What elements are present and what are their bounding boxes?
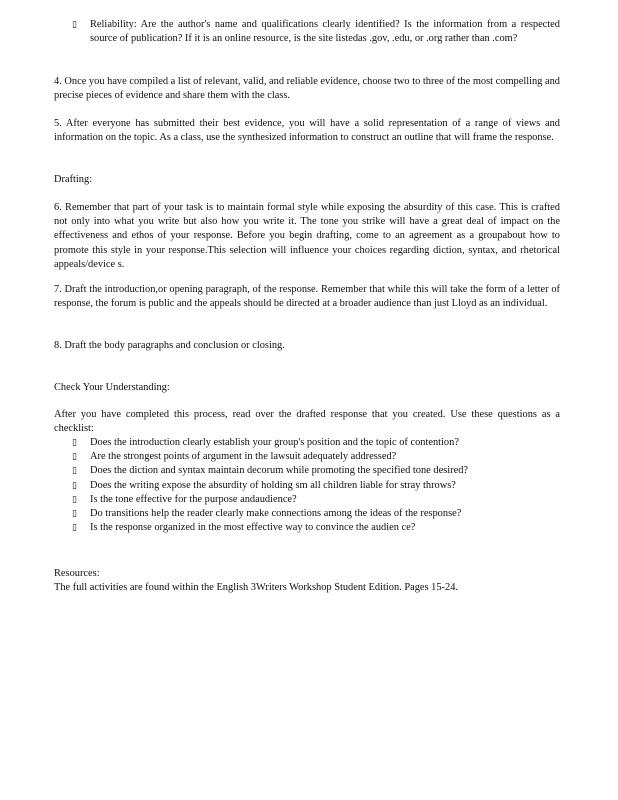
drafting-heading: Drafting: bbox=[54, 174, 93, 185]
reliability-item bbox=[54, 18, 560, 46]
checklist-text: Is the tone effective for the purpose andaudience? bbox=[90, 493, 297, 505]
checklist-text: Does the diction and syntax maintain decorum while promoting the specified tone desired? bbox=[90, 465, 468, 477]
checklist bbox=[54, 436, 560, 535]
step-5-paragraph: 5. After everyone has submitted their best evidence, you will have a solid representation of a range of views and information on the topic. As a class, use the synthesized information to construct an outline that will frame the response. bbox=[54, 118, 560, 144]
checklist-text: Does the introduction clearly establish your group's position and the topic of contention? bbox=[90, 437, 459, 448]
checklist-item bbox=[54, 493, 560, 507]
check-intro-paragraph: After you have completed this process, read over the drafted response that you created. Use these questions as a checklist: bbox=[54, 409, 560, 435]
bullet-icon: ▯ bbox=[72, 466, 77, 477]
bullet-icon: ▯ bbox=[72, 452, 77, 463]
bullet-icon: ▯ bbox=[72, 523, 77, 534]
step-7-paragraph: 7. Draft the introduction,or opening paragraph, of the response. Remember that while this will take the form of a letter of response, the forum is public and the appeals should be directed at a broader audience than just Lloyd as an individual. bbox=[54, 284, 560, 310]
reliability-list-item bbox=[54, 18, 560, 46]
step-4-paragraph: 4. Once you have compiled a list of relevant, valid, and reliable evidence, choose two to three of the most compelling and precise pieces of evidence and share them with the class. bbox=[54, 76, 560, 102]
resources-text: The full activities are found within the English 3Writers Workshop Student Edition. Pages 15-24. bbox=[54, 582, 459, 593]
step-6-paragraph: 6. Remember that part of your task is to maintain formal style while exposing the absurdity of this case. This is crafted not only into what you write but also how you write it. The tone you strike will have a great deal of impact on the effectiveness and ethos of your response. Before you begin drafting, come to an agreement as a groupabout how to promote this style in your response.This selection will influence your choices regarding diction, syntax, and rhetorical appeals/device s. bbox=[54, 202, 560, 270]
reliability-text: Reliability: Are the author's name and qualifications clearly identified? Is the information from a respected source of publication? If it is an online resource, is the site listedas .gov, .edu, or .org rather than .com? bbox=[90, 19, 560, 45]
resources-heading: Resources: bbox=[54, 568, 100, 579]
check-understanding-heading: Check Your Understanding: bbox=[54, 382, 170, 393]
checklist-text: Are the strongest points of argument in the lawsuit adequately addressed? bbox=[90, 451, 397, 463]
checklist-text: Do transitions help the reader clearly make connections among the ideas of the response? bbox=[90, 508, 462, 520]
bullet-icon: ▯ bbox=[72, 438, 77, 448]
bullet-icon: ▯ bbox=[72, 509, 77, 520]
checklist-item bbox=[54, 450, 560, 464]
bullet-icon: ▯ bbox=[72, 20, 77, 30]
checklist-item bbox=[54, 507, 560, 521]
checklist-item bbox=[54, 479, 560, 493]
checklist-text: Is the response organized in the most effective way to convince the audien ce? bbox=[90, 522, 416, 534]
checklist-item bbox=[54, 521, 560, 535]
bullet-icon: ▯ bbox=[72, 494, 77, 505]
checklist-text: Does the writing expose the absurdity of holding sm all children liable for stray throws? bbox=[90, 479, 456, 491]
bullet-icon: ▯ bbox=[72, 480, 77, 491]
checklist-item bbox=[54, 436, 560, 450]
step-8-paragraph: 8. Draft the body paragraphs and conclusion or closing. bbox=[54, 340, 285, 351]
checklist-item bbox=[54, 464, 560, 478]
